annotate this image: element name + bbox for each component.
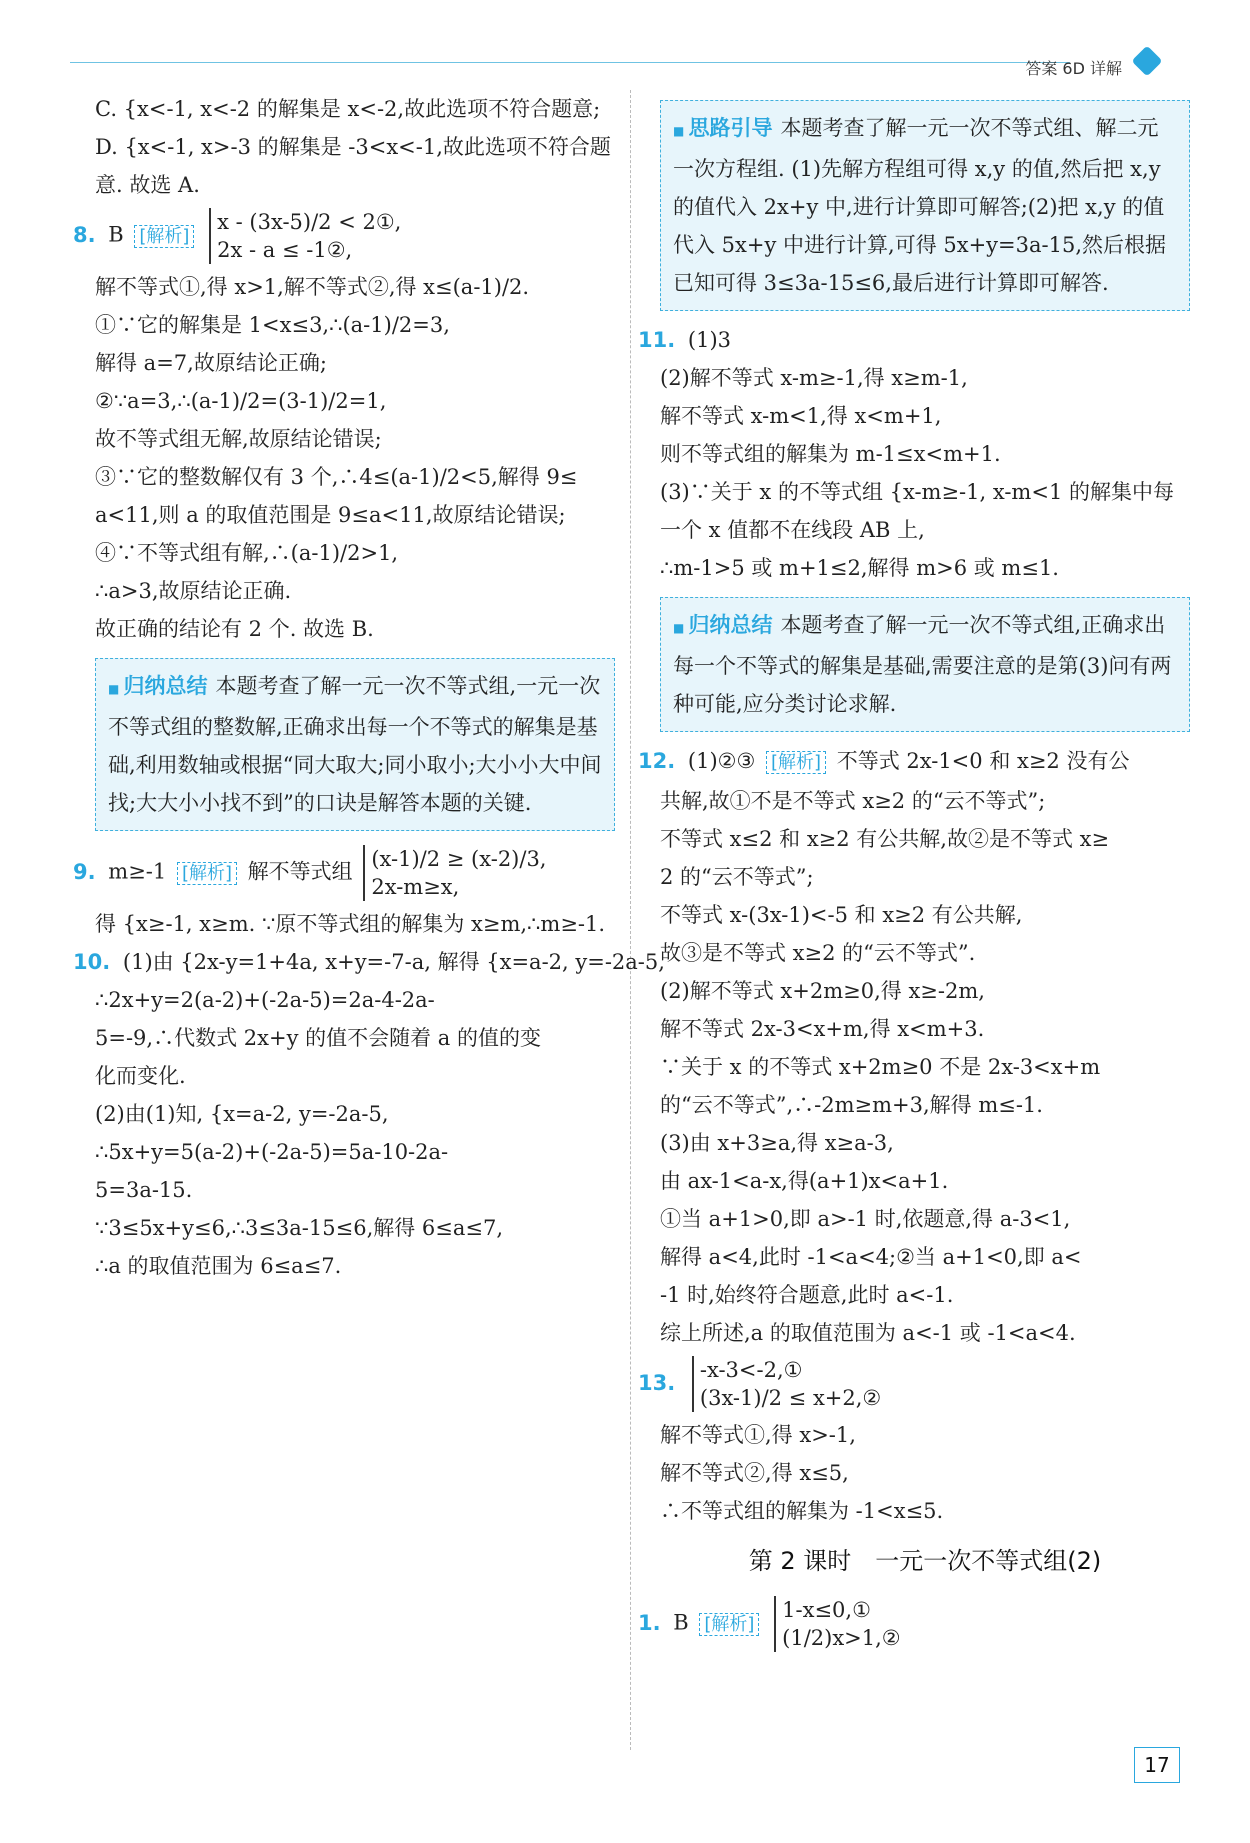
answer: B xyxy=(673,1610,689,1635)
text-line: (2)解不等式 x+2m≥0,得 x≥-2m, xyxy=(660,979,985,1003)
text-line: 的“云不等式”,∴-2m≥m+3,解得 m≤-1. xyxy=(660,1093,1043,1117)
text-line: 5=-9,∴代数式 2x+y 的值不会随着 a 的值的变 xyxy=(95,1026,541,1050)
header-rule xyxy=(70,62,1070,63)
text-line: 共解,故①不是不等式 x≥2 的“云不等式”; xyxy=(660,789,1046,813)
inequality-system xyxy=(209,208,401,264)
question-number: 1. xyxy=(638,1610,661,1635)
question-12 xyxy=(638,742,1190,782)
analysis-tag: [解析] xyxy=(177,862,237,885)
text-line: ②∵a=3,∴(a-1)/2=(3-1)/2=1, xyxy=(95,389,387,413)
system-row: (x-1)/2 ≥ (x-2)/3, xyxy=(371,847,547,871)
text-line: C. {x<-1, x<-2 的解集是 x<-2,故此选项不符合题意; xyxy=(95,97,601,121)
text-line: (2)解不等式 x-m≥-1,得 x≥m-1, xyxy=(660,366,968,390)
column-divider xyxy=(630,90,631,1750)
text-line: a<11,则 a 的取值范围是 9≤a<11,故原结论错误; xyxy=(95,503,566,527)
text-line: 故正确的结论有 2 个. 故选 B. xyxy=(95,617,374,641)
text-line: 不等式 x≤2 和 x≥2 有公共解,故②是不等式 x≥ xyxy=(660,827,1110,851)
text-line: 解不等式①,得 x>-1, xyxy=(660,1423,856,1447)
text-line: 解不等式 2x-3<x+m,得 x<m+3. xyxy=(660,1017,985,1041)
answer: m≥-1 xyxy=(108,859,167,884)
system-row: 1-x≤0,① xyxy=(782,1598,871,1622)
text-line: (3)由 x+3≥a,得 x≥a-3, xyxy=(660,1131,894,1155)
summary-text: 本题考查了解一元一次不等式组,正确求出每一个不等式的解集是基础,需要注意的是第(3)问有两种可能,应分类讨论求解. xyxy=(673,613,1172,716)
question-11 xyxy=(638,321,1190,359)
text-line: 化而变化. xyxy=(95,1064,186,1088)
text-line: (2)由(1)知, {x=a-2, y=-2a-5, xyxy=(95,1102,389,1126)
system-row: 2x - a ≤ -1②, xyxy=(217,238,353,262)
text-fragment: 解不等式组 xyxy=(247,859,353,884)
text-fragment: (1)3 xyxy=(687,328,731,352)
text-line: (3)∵关于 x 的不等式组 {x-m≥-1, x-m<1 的解集中每 xyxy=(660,480,1174,504)
text-line: 一个 x 值都不在线段 AB 上, xyxy=(660,518,925,542)
question-10 xyxy=(73,943,665,981)
hint-label: ■ 思路引导 xyxy=(673,116,773,140)
text-line: 综上所述,a 的取值范围为 a<-1 或 -1<a<4. xyxy=(660,1321,1076,1345)
question-8 xyxy=(73,204,615,268)
cube-logo-icon xyxy=(1131,45,1162,76)
hint-text: 本题考查了解一元一次不等式组、解二元一次方程组. (1)先解方程组可得 x,y 的值,然后把 x,y 的值代入 2x+y 中,进行计算即可解答;(2)把 x,y 的值代入 5x+y 中进行计算,可得 5x+y=3a-15,然后根据已知可得 3≤3a-15≤6,最后进行计算即可解答. xyxy=(673,116,1166,295)
text-line: ∴5x+y=5(a-2)+(-2a-5)=5a-10-2a- xyxy=(95,1140,449,1164)
text-line: 故不等式组无解,故原结论错误; xyxy=(95,427,382,451)
text-line: 2 的“云不等式”; xyxy=(660,865,814,889)
hint-box xyxy=(660,100,1190,311)
question-number: 13. xyxy=(638,1370,676,1395)
system-row: 2x-m≥x, xyxy=(371,875,460,899)
summary-box xyxy=(95,658,615,831)
question-number: 10. xyxy=(73,950,111,974)
text-line: 意. 故选 A. xyxy=(95,173,200,197)
system-row: (1/2)x>1,② xyxy=(782,1626,901,1650)
question-number: 9. xyxy=(73,859,96,884)
question-9 xyxy=(73,841,615,905)
question-number: 8. xyxy=(73,222,96,247)
summary-label: ■ 归纳总结 xyxy=(673,613,773,637)
system-row: -x-3<-2,① xyxy=(699,1358,803,1382)
text-line: 解得 a<4,此时 -1<a<4;②当 a+1<0,即 a< xyxy=(660,1245,1082,1269)
text-line: ①当 a+1>0,即 a>-1 时,依题意,得 a-3<1, xyxy=(660,1207,1071,1231)
text-line: 不等式 x-(3x-1)<-5 和 x≥2 有公共解, xyxy=(660,903,1023,927)
text-line: ∵3≤5x+y≤6,∴3≤3a-15≤6,解得 6≤a≤7, xyxy=(95,1216,504,1240)
analysis-tag: [解析] xyxy=(766,751,826,774)
text-line: 故③是不等式 x≥2 的“云不等式”. xyxy=(660,941,976,965)
text-line: 则不等式组的解集为 m-1≤x<m+1. xyxy=(660,442,1001,466)
analysis-tag: [解析] xyxy=(134,225,194,248)
summary-box xyxy=(660,597,1190,732)
text-line: ∴a>3,故原结论正确. xyxy=(95,579,292,603)
left-column xyxy=(73,90,665,1285)
inequality-system xyxy=(774,1596,900,1652)
inequality-system xyxy=(363,845,546,901)
system-row: (3x-1)/2 ≤ x+2,② xyxy=(699,1386,882,1410)
question-1 xyxy=(638,1592,1190,1656)
answer: (1)②③ xyxy=(687,749,756,773)
text-line: 解不等式②,得 x≤5, xyxy=(660,1461,849,1485)
text-line: ∵关于 x 的不等式 x+2m≥0 不是 2x-3<x+m xyxy=(660,1055,1101,1079)
text-line: ∴m-1>5 或 m+1≤2,解得 m>6 或 m≤1. xyxy=(660,556,1059,580)
text-line: ∴不等式组的解集为 -1<x≤5. xyxy=(660,1499,944,1523)
analysis-tag: [解析] xyxy=(699,1613,759,1636)
text-line: -1 时,始终符合题意,此时 a<-1. xyxy=(660,1283,954,1307)
text-line: D. {x<-1, x>-3 的解集是 -3<x<-1,故此选项不符合题 xyxy=(95,135,611,159)
text-line: 5=3a-15. xyxy=(95,1178,193,1202)
page-number: 17 xyxy=(1134,1747,1180,1783)
question-number: 11. xyxy=(638,328,676,352)
text-fragment: (1)由 {2x-y=1+4a, x+y=-7-a, 解得 {x=a-2, y=-2a-5, xyxy=(122,950,665,974)
question-number: 12. xyxy=(638,749,676,773)
question-13 xyxy=(638,1352,1190,1416)
text-line: ④∵不等式组有解,∴(a-1)/2>1, xyxy=(95,541,399,565)
answer: B xyxy=(108,222,124,247)
text-line: ①∵它的解集是 1<x≤3,∴(a-1)/2=3, xyxy=(95,313,450,337)
right-column xyxy=(638,90,1190,1656)
section-title: 第 2 课时 一元一次不等式组(2) xyxy=(748,1547,1102,1575)
inequality-system xyxy=(692,1356,881,1412)
summary-label: ■ 归纳总结 xyxy=(108,674,208,698)
header-label: 答案 6D 详解 xyxy=(1025,59,1122,78)
text-line: 得 {x≥-1, x≥m. ∵原不等式组的解集为 x≥m,∴m≥-1. xyxy=(95,912,606,936)
text-line: ∴a 的取值范围为 6≤a≤7. xyxy=(95,1254,342,1278)
text-line: 由 ax-1<a-x,得(a+1)x<a+1. xyxy=(660,1169,949,1193)
system-row: x - (3x-5)/2 < 2①, xyxy=(217,210,402,234)
text-line: ∴2x+y=2(a-2)+(-2a-5)=2a-4-2a- xyxy=(95,988,435,1012)
text-fragment: 不等式 2x-1<0 和 x≥2 没有公 xyxy=(836,749,1130,773)
text-line: 解不等式①,得 x>1,解不等式②,得 x≤(a-1)/2. xyxy=(95,275,530,299)
text-line: ③∵它的整数解仅有 3 个,∴4≤(a-1)/2<5,解得 9≤ xyxy=(95,465,578,489)
summary-text: 本题考查了解一元一次不等式组,一元一次不等式组的整数解,正确求出每一个不等式的解集是基础,利用数轴或根据“同大取大;同小取小;大小小大中间找;大大小小找不到”的口诀是解答本题的关键. xyxy=(108,674,602,815)
text-line: 解不等式 x-m<1,得 x<m+1, xyxy=(660,404,942,428)
text-line: 解得 a=7,故原结论正确; xyxy=(95,351,327,375)
